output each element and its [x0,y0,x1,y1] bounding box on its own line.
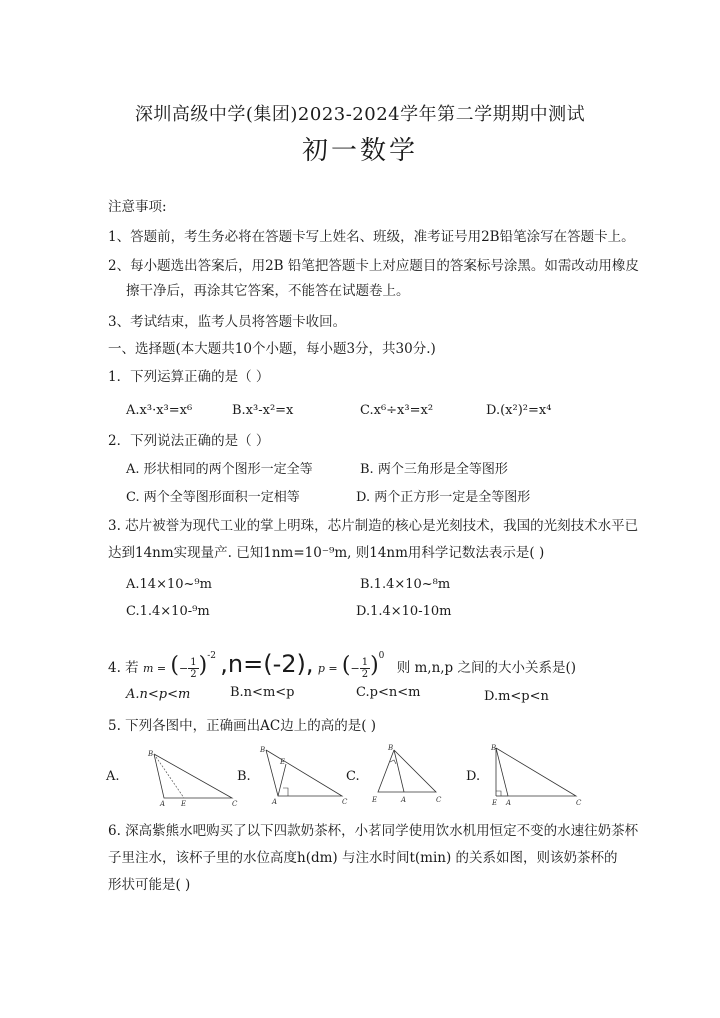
fig-c-pt-b: B [388,744,394,752]
q4-n-expression: ,n=(-2), [220,650,314,678]
q5-option-b-label: B. [237,769,251,784]
fig-b-pt-c: C [342,798,348,806]
q4-prefix: 4. 若 [108,660,139,676]
q4-exp-p: 0 [378,651,385,661]
q4-paren-open-p: ( [341,653,351,678]
q4-fraction-p [360,657,370,680]
question-3-stem-line1: 3. 芯片被誉为现代工业的掌上明珠，芯片制造的核心是光刻技术，我国的光刻技术水平已 [108,518,639,534]
q4-option-c: C.p<n<m [356,685,421,700]
fig-c-pt-e: E [372,796,378,804]
q5-option-a-label: A. [106,769,120,784]
fig-a-pt-c: C [232,800,238,808]
q5-option-d-label: D. [466,769,481,784]
q1-option-b: B.x³-x²=x [232,403,294,418]
note-2: 2、每小题选出答案后，用2B 铅笔把答题卡上对应题目的答案标号涂黑。如需改动用橡皮 [108,258,639,274]
q4-option-d: D.m<p<n [484,689,549,704]
q4-paren-close-p: ) [370,653,379,678]
q4-paren-open: ( [170,653,180,678]
q4-fraction-p-den: 2 [361,669,369,680]
question-6-stem-line1: 6. 深高紫熊水吧购买了以下四款奶茶杯，小茗同学使用饮水机用恒定不变的水速往奶茶杯 [108,823,639,839]
question-1-stem: 1．下列运算正确的是（ ） [108,369,270,385]
q4-fraction-m [188,657,198,680]
q5-figure-b [254,742,354,808]
exam-title: 深圳高级中学(集团)2023-2024学年第二学期期中测试 [134,104,586,125]
fig-d-pt-b: B [491,744,497,752]
question-5-stem: 5. 下列各图中，正确画出AC边上的高的是( ) [108,718,377,734]
q3-option-c: C.1.4×10-⁹m [126,604,210,619]
fig-a-pt-b: B [148,750,154,758]
q5-figure-a [140,748,240,808]
fig-b-pt-a: A [272,798,278,806]
q2-option-a: A. 形状相同的两个图形一定全等 [126,462,313,477]
q4-fraction-m-num: 1 [190,657,197,668]
exam-subject: 初一数学 [301,136,418,166]
note-1: 1、答题前，考生务必将在答题卡写上姓名、班级，准考证号用2B铅笔涂写在答题卡上。 [108,229,635,245]
q4-minus-sign: − [179,662,189,675]
notes-heading: 注意事项: [108,199,167,215]
q5-figure-d [484,742,584,808]
question-6-stem-line3: 形状可能是( ) [108,877,191,893]
q5-figure-c [366,742,446,808]
fig-c-pt-a: A [401,796,407,804]
note-3: 3、考试结束，监考人员将答题卡收回。 [108,314,347,330]
q4-exp-m: -2 [207,651,216,661]
q4-option-a: A.n<p<m [126,687,191,702]
q4-paren-close: ) [198,653,208,678]
section-1-heading: 一、选择题(本大题共10个小题，每小题3分，共30分.) [108,341,436,357]
note-2-cont: 擦干净后，再涂其它答案，不能答在试题卷上。 [126,283,410,299]
q4-p-symbol: p = [317,662,338,675]
question-2-stem: 2．下列说法正确的是（ ） [108,433,270,449]
q3-option-d: D.1.4×10-10m [356,604,452,619]
q3-option-b: B.1.4×10~⁸m [360,577,451,592]
fig-a-pt-e: E [181,800,187,808]
q1-option-d: D.(x²)²=x⁴ [486,403,552,418]
q4-suffix: 则 m,n,p 之间的大小关系是() [396,660,577,676]
q1-option-a: A.x³·x³=x⁶ [126,403,193,418]
fig-b-pt-e: E [280,758,286,766]
q4-fraction-p-num: 1 [361,657,369,668]
q4-m-symbol: m = [142,662,167,675]
fig-d-pt-a: A [506,799,512,807]
question-6-stem-line2: 子里注水，该杯子里的水位高度h(dm) 与注水时间t(min) 的关系如图，则该奶茶杯的 [108,850,618,866]
fig-d-pt-c: C [576,799,582,807]
q2-option-d: D. 两个正方形一定是全等图形 [356,490,531,505]
fig-b-pt-b: B [260,746,266,754]
question-4-stem [108,642,577,680]
fig-c-pt-c: C [436,796,442,804]
q4-fraction-m-den: 2 [190,669,197,680]
q4-minus-sign-p: − [350,662,360,675]
q1-option-c: C.x⁶÷x³=x² [360,403,434,418]
q2-option-c: C. 两个全等图形面积一定相等 [126,490,300,505]
q4-option-b: B.n<m<p [230,685,295,700]
fig-a-pt-a: A [160,800,166,808]
fig-d-pt-e: E [492,799,498,807]
question-3-stem-line2: 达到14nm实现量产. 已知1nm=10⁻⁹m, 则14nm用科学记数法表示是( ) [108,545,545,561]
q2-option-b: B. 两个三角形是全等图形 [360,462,508,477]
q5-option-c-label: C. [346,769,360,784]
q3-option-a: A.14×10~⁹m [126,577,212,592]
